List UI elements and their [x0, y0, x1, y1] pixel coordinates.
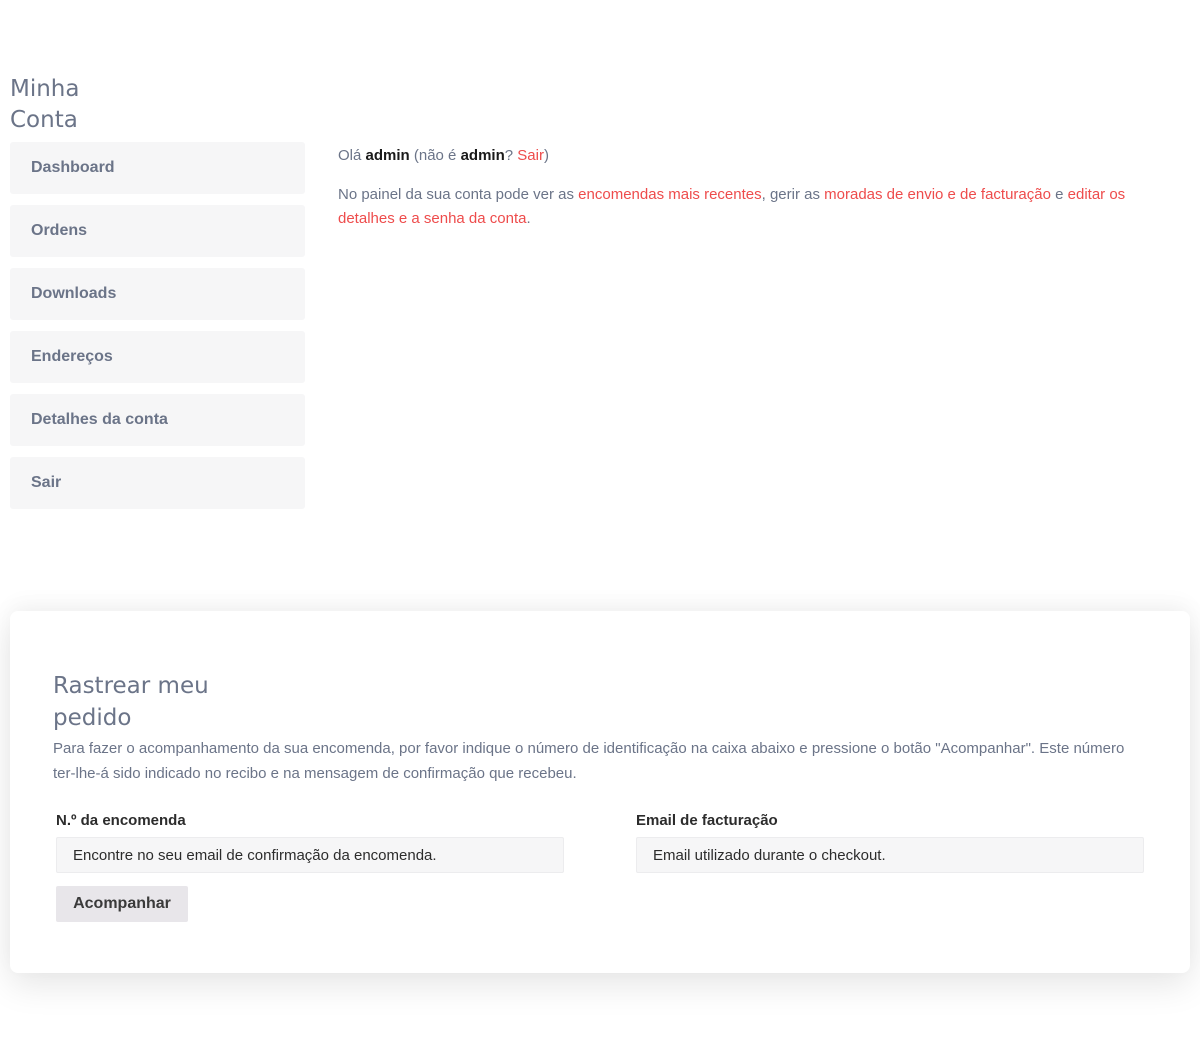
- username-repeat: admin: [460, 147, 505, 164]
- track-order-card: [10, 611, 1190, 973]
- nav-item-downloads[interactable]: Downloads: [10, 268, 305, 320]
- order-number-label: N.º da encomenda: [56, 812, 186, 829]
- track-button[interactable]: Acompanhar: [56, 886, 188, 922]
- intro-text: No painel da sua conta pode ver as: [338, 186, 579, 203]
- billing-email-label: Email de facturação: [636, 812, 778, 829]
- nav-item-orders[interactable]: Ordens: [10, 205, 305, 257]
- greeting-question: ?: [504, 147, 518, 164]
- dashboard-content: [338, 144, 1183, 231]
- order-number-field: [56, 811, 564, 873]
- nav-item-addresses[interactable]: Endereços: [10, 331, 305, 383]
- nav-item-logout[interactable]: Sair: [10, 457, 305, 509]
- track-order-title: Rastrear meu pedido: [53, 673, 209, 731]
- order-number-input[interactable]: [56, 837, 564, 873]
- billing-email-input[interactable]: [636, 837, 1144, 873]
- logout-link[interactable]: Sair: [517, 147, 544, 164]
- recent-orders-link[interactable]: encomendas mais recentes: [578, 186, 762, 203]
- username: admin: [365, 147, 410, 164]
- greeting-prefix: Olá: [338, 147, 366, 164]
- intro-and-text: e: [1050, 186, 1068, 203]
- addresses-link[interactable]: moradas de envio e de facturação: [824, 186, 1051, 203]
- account-title: Minha Conta: [10, 76, 80, 133]
- billing-email-field: [636, 811, 1144, 873]
- nav-item-account-details[interactable]: Detalhes da conta: [10, 394, 305, 446]
- nav-item-dashboard[interactable]: Dashboard: [10, 142, 305, 194]
- greeting-text: [338, 144, 1183, 168]
- dashboard-intro: [338, 183, 1183, 231]
- greeting-mid: (não é: [409, 147, 461, 164]
- track-order-description: Para fazer o acompanhamento da sua encomenda, por favor indique o número de identificação na caixa abaixo e pressione o botão "Acompanhar". Este número ter-lhe-á sido indicado no recibo e na mensagem de confirmação que recebeu.: [53, 740, 1125, 782]
- account-navigation: [10, 142, 305, 520]
- edit-account-link[interactable]: editar os detalhes e a senha da conta: [338, 186, 1126, 227]
- intro-end-text: .: [526, 210, 531, 227]
- intro-mid-text: , gerir as: [761, 186, 825, 203]
- greeting-end: ): [543, 147, 549, 164]
